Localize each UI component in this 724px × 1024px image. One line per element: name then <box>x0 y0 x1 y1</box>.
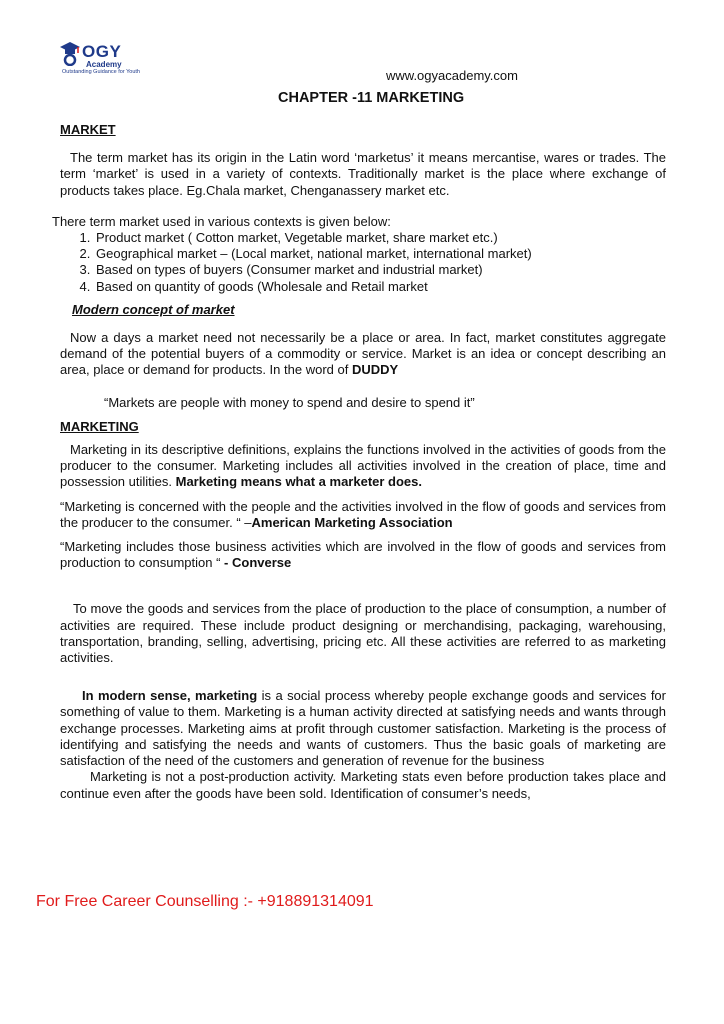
ogy-academy-logo <box>58 40 158 80</box>
list-item: 1. Product market ( Cotton market, Vegetable market, share market etc.) <box>94 230 666 246</box>
modern-concept-paragraph <box>60 330 666 379</box>
modern-sense-paragraph <box>60 688 666 769</box>
post-production-paragraph: Marketing is not a post-production activity. Marketing stats even before production takes place and continue even after the goods have been sold. Identification of consumer’s needs, <box>60 769 666 801</box>
marketing-definition-bold: Marketing means what a marketer does. <box>175 474 422 490</box>
list-item: 3. Based on types of buyers (Consumer market and industrial market) <box>94 262 666 278</box>
duddy-quote: “Markets are people with money to spend and desire to spend it” <box>104 394 475 410</box>
ama-quote-text: “Marketing is concerned with the people and the activities involved in the flow of goods and services from the producer to the consumer. “ – <box>60 498 666 530</box>
converse-source: - Converse <box>224 555 292 571</box>
marketing-activities-paragraph: To move the goods and services from the place of production to the place of consumption, a number of activities are required. These include product designing or merchandising, packaging, warehousing, transportation, branding, selling, advertising, pricing etc. All these activities are referred to as marketing activities. <box>60 601 666 666</box>
logo-tagline: Outstanding Guidance for Youth <box>62 69 140 75</box>
logo-brand: OGY <box>82 42 122 61</box>
duddy-name: DUDDY <box>351 362 399 378</box>
modern-sense-text: is a social process whereby people exchange goods and services for something of value to them. Marketing is a human activity directed at satisfying needs and wants through exchange processes. Marketing aims at profit through customer satisfaction. Marketing is the process of identifying and satisfying the needs and wants of customers. Thus the basic goals of marketing are satisfaction of the need of the customers and generation of revenue for the business <box>60 688 666 769</box>
marketing-definition-text: Marketing in its descriptive definitions, explains the functions involved in the activities of goods from the producer to the consumer. Marketing includes all activities involved in the creation of place, time and possession utilities. <box>60 442 666 490</box>
ama-quote <box>60 499 666 531</box>
website-url: www.ogyacademy.com <box>386 68 518 83</box>
modern-sense-bold: In modern sense, marketing <box>82 688 258 704</box>
converse-quote <box>60 539 666 571</box>
logo-sub: Academy <box>86 60 122 69</box>
market-contexts-list <box>60 230 666 295</box>
converse-quote-text: “Marketing includes those business activities which are involved in the flow of goods and services from production to consumption “ <box>60 539 666 571</box>
list-item: 4. Based on quantity of goods (Wholesale and Retail market <box>94 279 666 295</box>
ama-source: American Marketing Association <box>251 514 453 530</box>
graduation-cap-icon <box>58 40 82 66</box>
market-paragraph: The term market has its origin in the Latin word ‘marketus’ it means mercantise, wares or trades. The term ‘market’ is used in a variety of contexts. Traditionally market is the place where exchange of products takes place. Eg.Chala market, Chenganassery market etc. <box>60 150 666 198</box>
career-counselling-footer: For Free Career Counselling :- +918891314091 <box>36 893 374 910</box>
list-item: 2. Geographical market – (Local market, national market, international market) <box>94 246 666 262</box>
market-list-intro: There term market used in various contexts is given below: <box>52 213 391 229</box>
marketing-paragraph-1 <box>60 442 666 491</box>
page-title: CHAPTER -11 MARKETING <box>278 90 465 106</box>
modern-concept-heading: Modern concept of market <box>72 301 235 317</box>
marketing-heading: MARKETING <box>60 418 139 434</box>
modern-concept-text: Now a days a market need not necessarily be a place or area. In fact, market constitutes aggregate demand of the potential buyers of a commodity or service. Market is an idea or concept describing an area, place or demand for products. In the word of <box>60 330 666 378</box>
market-heading: MARKET <box>60 122 116 137</box>
document-body <box>52 122 666 802</box>
